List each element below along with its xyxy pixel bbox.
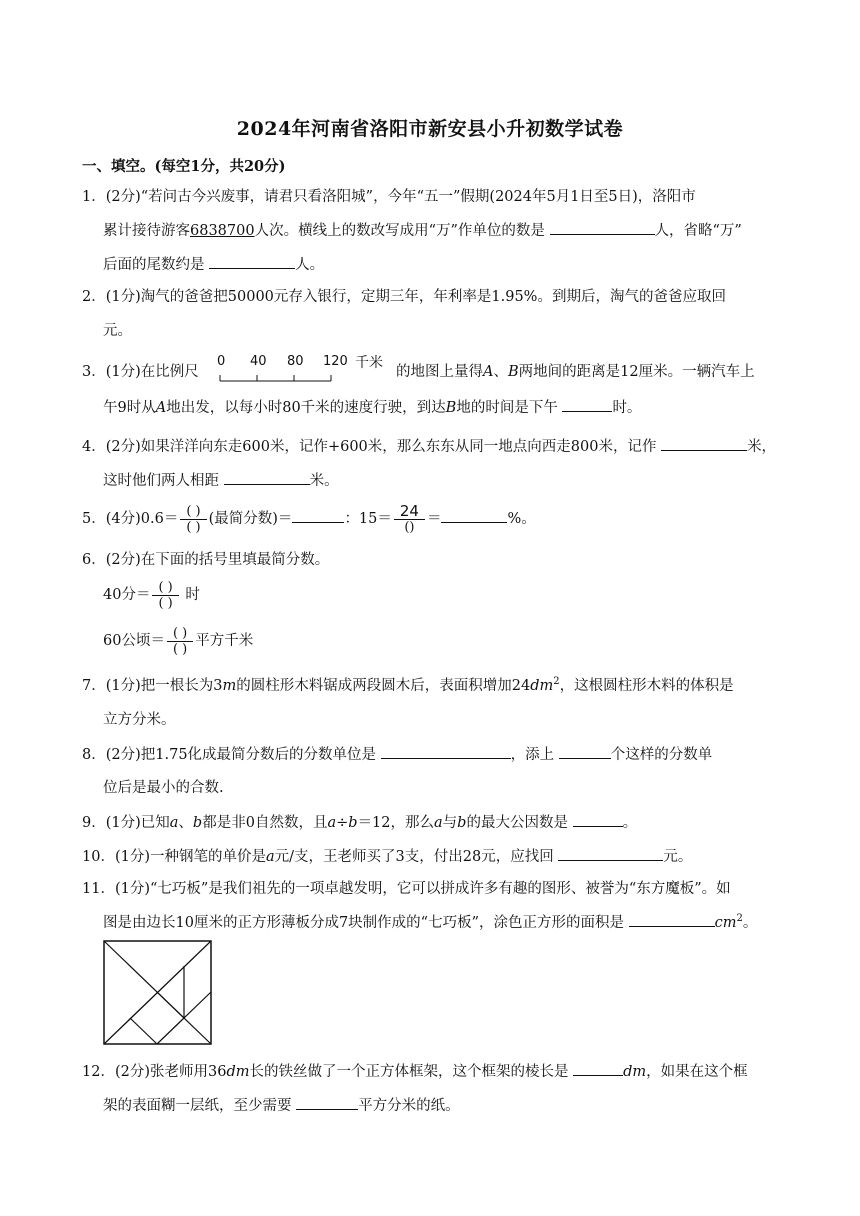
q9-text-f: 的最大公因数是 xyxy=(466,815,568,831)
q3-text-2b: 地出发，以每小时80千米的速度行驶，到达 xyxy=(166,400,446,416)
q5-text-d: ＝ xyxy=(426,511,442,527)
q8-text-1b: ，添上 xyxy=(510,747,555,763)
q7-line1 xyxy=(82,676,734,696)
q5-text-b: (最简分数)＝ xyxy=(208,511,293,527)
q6-text-r2a: 60公顷＝ xyxy=(103,633,165,649)
q9-var-a-2: a xyxy=(327,815,337,831)
q8-line2 xyxy=(103,778,224,798)
q12-text-1b: 长的铁丝做了一个正方体框架，这个框架的棱长是 xyxy=(249,1064,569,1080)
q4-text-1b: 米， xyxy=(747,439,777,455)
q1-line1 xyxy=(82,187,696,207)
scale-tick-0: 0 xyxy=(217,354,226,369)
q12-line2 xyxy=(103,1095,460,1116)
q3-answer-blank[interactable] xyxy=(562,397,612,412)
q12-answer-blank-2[interactable] xyxy=(296,1095,358,1110)
q9-text-g: 。 xyxy=(622,815,638,831)
q7-text-1c: ，这根圆柱形木料的体积是 xyxy=(559,678,734,694)
q11-answer-blank[interactable] xyxy=(629,912,715,927)
q11-text-end: 。 xyxy=(742,915,758,931)
q11-text-1: 11．(1分)“七巧板”是我们祖先的一项卓越发明，它可以拼成许多有趣的图形、被誉为“东方魔板”。如 xyxy=(82,881,731,897)
q1-line2 xyxy=(103,220,742,241)
q6-frac2-num: ( ) xyxy=(167,626,193,642)
q6-frac2-den: ( ) xyxy=(172,641,188,657)
q5-line xyxy=(82,502,536,536)
q1-text-3b: 人。 xyxy=(295,257,325,273)
q3-text-1a: 3．(1分)在比例尺 xyxy=(82,364,199,380)
q4-line2 xyxy=(103,470,339,491)
q8-text-1a: 8．(2分)把1.75化成最简分数后的分数单位是 xyxy=(82,747,377,763)
q6-frac1-den: ( ) xyxy=(158,595,173,611)
q1-text-2c: 人，省略“万” xyxy=(654,223,742,239)
tangram-figure xyxy=(103,940,213,1050)
q9-var-b-3: b xyxy=(457,815,467,831)
q3-text-2a: 午9时从 xyxy=(103,400,156,416)
q6-row1 xyxy=(103,578,200,612)
map-scale-bar xyxy=(217,356,397,386)
q1-answer-blank-1[interactable] xyxy=(550,220,655,235)
q3-text-2d: 时。 xyxy=(612,400,642,416)
q9-div-sign: ÷ xyxy=(336,815,349,831)
q5-den-blank: () xyxy=(404,519,415,535)
q9-text-d: ＝12，那么 xyxy=(357,815,435,831)
q9-sep: 、 xyxy=(178,815,193,831)
q11-line2 xyxy=(103,912,757,933)
q7-unit-dm: dm xyxy=(530,678,554,694)
q10-var-a: a xyxy=(266,849,275,865)
section-heading-fill-in: 一、填空。(每空1分，共20分) xyxy=(82,158,286,175)
q12-text-1a: 12．(2分)张老师用36 xyxy=(82,1064,227,1080)
q1-text-2b: 人次。横线上的数改写成用“万”作单位的数是 xyxy=(254,223,545,239)
q1-text-1: 1．(2分)“若问古今兴废事，请君只看洛阳城”，今年“五一”假期(2024年5月1日至5日)，洛阳市 xyxy=(82,189,696,205)
q12-text-2b: 平方分米的纸。 xyxy=(358,1098,460,1114)
scale-tick-40: 40 xyxy=(250,354,267,369)
q2-line1 xyxy=(82,287,726,307)
q12-text-2a: 架的表面糊一层纸，至少需要 xyxy=(103,1098,292,1114)
q10-answer-blank[interactable] xyxy=(558,846,663,861)
q3-point-a-2: A xyxy=(155,400,167,416)
q12-unit-dm: dm xyxy=(226,1064,250,1080)
scale-unit: 千米 xyxy=(355,355,383,371)
q12-text-1c: ，如果在这个框 xyxy=(646,1064,748,1080)
q4-text-2a: 这时他们两人相距 xyxy=(103,473,219,489)
q5-text-a: 5．(4分)0.6＝ xyxy=(82,511,179,527)
q7-text-1b: 的圆柱形木料锯成两段圆木后，表面积增加24 xyxy=(236,678,531,694)
q7-line2 xyxy=(103,710,176,730)
q12-answer-blank-1[interactable] xyxy=(573,1061,623,1076)
q3-point-a: A xyxy=(483,364,494,380)
q3-line1-end xyxy=(396,362,755,382)
q6-frac1-num: ( ) xyxy=(152,580,178,596)
q6-line1 xyxy=(82,550,329,570)
tangram-diagram xyxy=(103,940,213,1046)
q10-text-a: 10．(1分)一种钢笔的单价是 xyxy=(82,849,266,865)
q5-fraction-blank[interactable] xyxy=(180,504,206,535)
scale-tick-80: 80 xyxy=(287,354,304,369)
q8-line1 xyxy=(82,744,712,765)
q4-line1 xyxy=(82,436,776,457)
q8-text-2: 位后是最小的合数. xyxy=(103,780,224,796)
q6-text-r1b: 时 xyxy=(185,587,200,603)
q3-sep: 、 xyxy=(493,364,508,380)
q11-text-2a: 图是由边长10厘米的正方形薄板分成7块制作成的“七巧板”，涂色正方形的面积是 xyxy=(103,915,624,931)
q1-visitor-number: 6838700 xyxy=(190,223,255,239)
q6-fraction-blank-2[interactable] xyxy=(167,626,193,657)
q9-text-a: 9．(1分)已知 xyxy=(82,815,170,831)
q4-text-2b: 米。 xyxy=(309,473,339,489)
q1-answer-blank-2[interactable] xyxy=(209,254,295,269)
q11-unit-cm: cm xyxy=(714,915,737,931)
q9-var-b: b xyxy=(192,815,203,831)
q12-line1 xyxy=(82,1061,748,1082)
q11-sup-2: 2 xyxy=(736,913,743,925)
q8-answer-blank-1[interactable] xyxy=(381,744,511,759)
q11-line1 xyxy=(82,879,731,899)
q10-line xyxy=(82,846,692,867)
q5-text-e: %。 xyxy=(507,511,536,527)
q9-text-e: 与 xyxy=(442,815,458,831)
q5-frac-den: ( ) xyxy=(186,519,201,535)
q6-text-r1a: 40分＝ xyxy=(103,587,151,603)
q5-text-c: ：15＝ xyxy=(344,511,392,527)
q1-text-3a: 后面的尾数约是 xyxy=(103,257,205,273)
q4-answer-blank-1[interactable] xyxy=(661,436,747,451)
q1-line3 xyxy=(103,254,324,275)
q9-var-a: a xyxy=(169,815,179,831)
q7-text-2: 立方分米。 xyxy=(103,712,176,728)
q6-text-r2b: 平方千米 xyxy=(195,633,254,649)
q3-text-1b: 的地图上量得 xyxy=(396,364,483,380)
q5-fraction-24[interactable] xyxy=(394,501,425,535)
q5-num-24: 24 xyxy=(394,504,425,520)
q9-var-b-2: b xyxy=(348,815,358,831)
q4-text-1a: 4．(2分)如果洋洋向东走600米，记作+600米，那么东东从同一地点向西走800米，记作 xyxy=(82,439,657,455)
q7-unit-m: m xyxy=(222,678,237,694)
q2-text-1: 2．(1分)淘气的爸爸把50000元存入银行，定期三年，年利率是1.95%。到期后，淘气的爸爸应取回 xyxy=(82,289,726,305)
q10-text-c: 元。 xyxy=(663,849,693,865)
q3-point-b-2: B xyxy=(445,400,457,416)
q3-line1-start xyxy=(82,362,199,382)
scale-tick-120: 120 xyxy=(323,354,348,369)
q6-row2 xyxy=(103,624,253,658)
q3-text-2c: 地的时间是下午 xyxy=(456,400,558,416)
q7-sup-2: 2 xyxy=(553,676,560,688)
q12-unit-dm-2: dm xyxy=(623,1064,647,1080)
q4-answer-blank-2[interactable] xyxy=(224,470,310,485)
q8-answer-blank-2[interactable] xyxy=(559,744,611,759)
q7-text-1a: 7．(1分)把一根长为3 xyxy=(82,678,223,694)
q9-line xyxy=(82,812,637,833)
q8-text-1c: 个这样的分数单 xyxy=(610,747,713,763)
q9-var-a-3: a xyxy=(434,815,443,831)
q6-fraction-blank-1[interactable] xyxy=(152,580,178,611)
q3-line2 xyxy=(103,397,641,418)
q9-answer-blank[interactable] xyxy=(573,812,623,827)
q3-text-1c: 两地间的距离是12厘米。一辆汽车上 xyxy=(518,364,755,380)
q2-line2 xyxy=(103,321,132,341)
q5-frac-num: ( ) xyxy=(180,504,206,520)
q3-point-b: B xyxy=(507,364,519,380)
exam-title: 2024年河南省洛阳市新安县小升初数学试卷 xyxy=(236,118,624,140)
q6-text-1: 6．(2分)在下面的括号里填最简分数。 xyxy=(82,552,330,568)
q5-answer-blank-2[interactable] xyxy=(441,508,507,523)
q2-text-2: 元。 xyxy=(103,323,132,339)
q1-text-2a: 累计接待游客 xyxy=(103,223,190,239)
q9-text-b: 都是非0自然数，且 xyxy=(202,815,328,831)
q5-answer-blank-1[interactable] xyxy=(292,508,344,523)
q10-text-b: 元/支，王老师买了3支，付出28元，应找回 xyxy=(274,849,554,865)
